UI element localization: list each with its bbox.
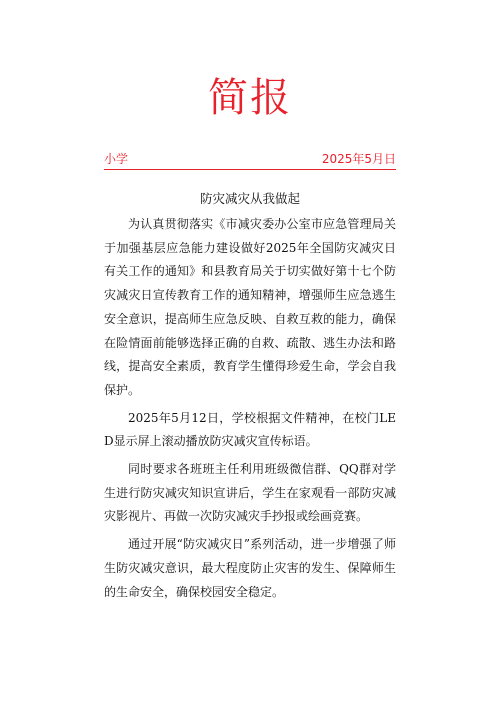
issue-date: 2025年5月日 — [321, 152, 396, 166]
article-title: 防灾减灾从我做起 — [199, 191, 300, 206]
issue-info-line — [104, 151, 396, 170]
article-body — [104, 213, 396, 608]
bulletin-masthead: 简报 — [208, 75, 292, 121]
article-paragraph: 为认真贯彻落实《市减灾委办公室市应急管理局关于加强基层应急能力建设做好2025年全国防灾减灾日有关工作的通知》和县教育局关于切实做好第十七个防灾减灾日宣传教育工作的通知精神，增强师生应急逃生安全意识，提高师生应急反映、自救互救的能力，确保在险情面前能够选择正确的自救、疏散、逃生办法和路线，提高安全素质，教育学生懂得珍爱生命，学会自我保护。 — [104, 217, 396, 397]
article-paragraph: 2025年5月12日，学校根据文件精神，在校门LED显示屏上滚动播放防灾减灾宣传标语。 — [104, 410, 396, 449]
article-paragraph: 同时要求各班班主任利用班级微信群、QQ群对学生进行防灾减灾知识宣讲后，学生在家观看一部防灾减灾影视片、再做一次防灾减灾手抄报或绘画竞赛。 — [104, 462, 396, 524]
article-paragraph: 通过开展“防灾减灾日”系列活动，进一步增强了师生防灾减灾意识，最大程度防止灾害的发生、保障师生的生命安全，确保校园安全稳定。 — [104, 537, 396, 599]
issuer-name: 小学 — [104, 152, 129, 166]
